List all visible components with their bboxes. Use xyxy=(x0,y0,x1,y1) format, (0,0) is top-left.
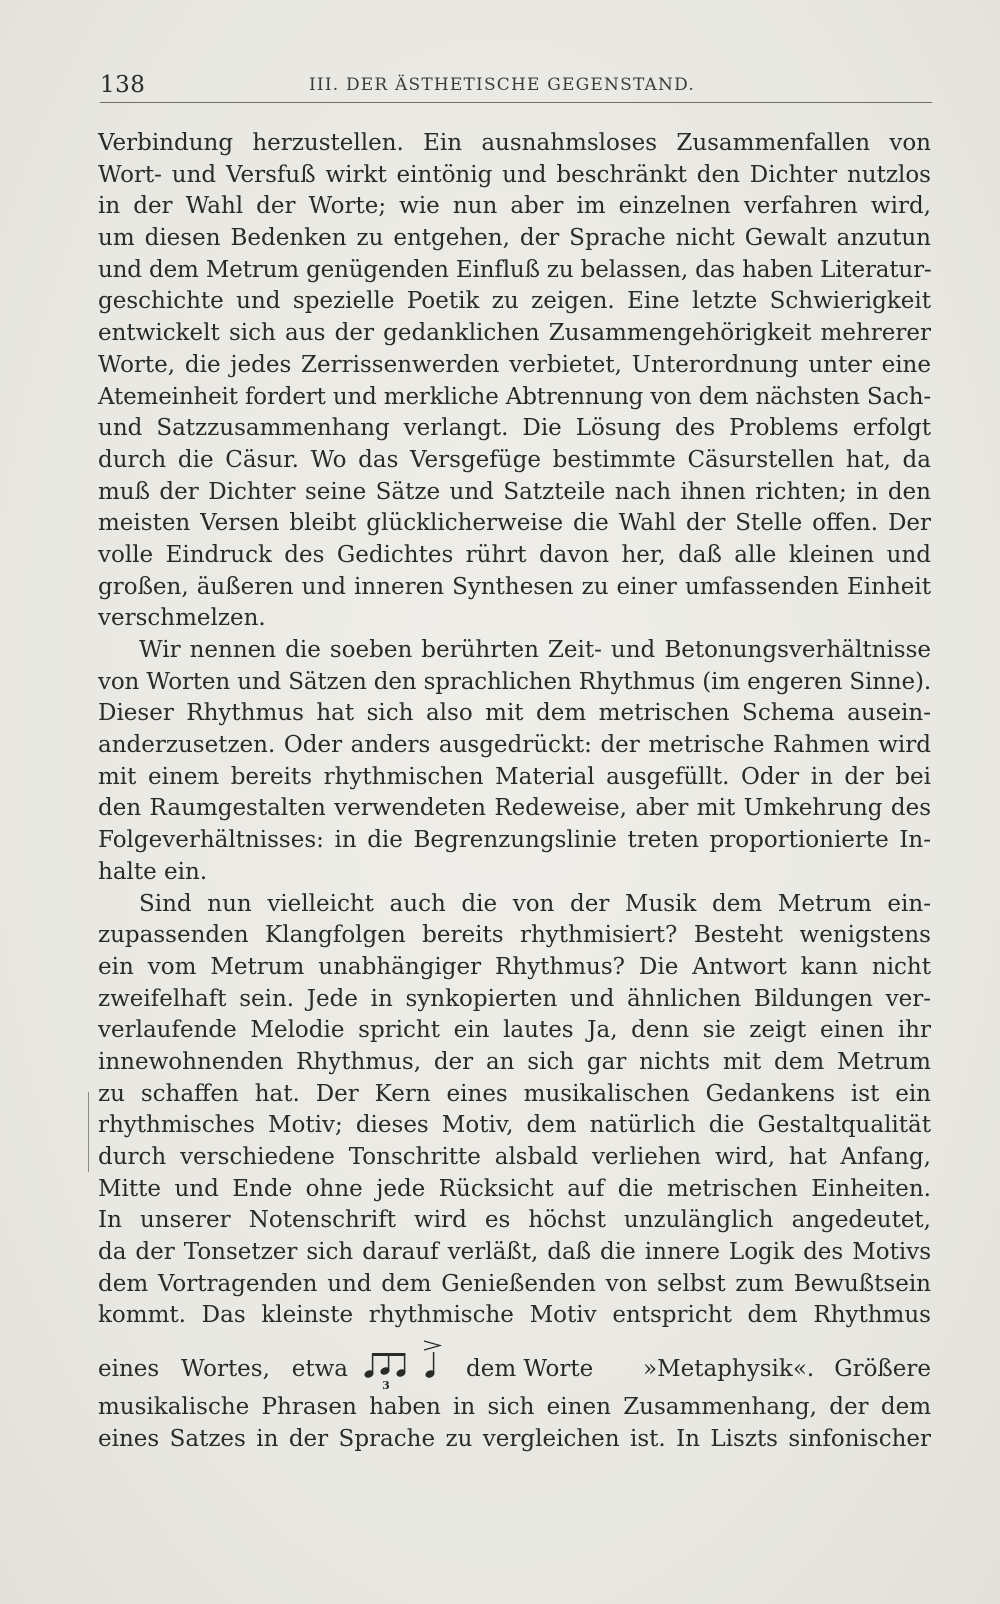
text-line: Worte, die jedes Zerrissenwerden verbietet, Unterordnung unter eine xyxy=(98,351,931,378)
text-line: und dem Metrum genügenden Einfluß zu belassen, das haben Literatur- xyxy=(98,256,932,283)
text-line: zu schaffen hat. Der Kern eines musikalischen Gedankens ist ein xyxy=(98,1080,931,1107)
rhythm-notation xyxy=(356,1338,456,1394)
text-line: musikalische Phrasen haben in sich einen Zusammenhang, der dem xyxy=(98,1394,931,1421)
text-line: Wir nennen die soeben berührten Zeit- und Betonungsverhältnisse xyxy=(139,637,931,663)
music-line-lead-text: eines Wortes, etwa xyxy=(98,1356,348,1383)
header-rule xyxy=(100,102,932,103)
text-line: eines Satzes in der Sprache zu vergleichen ist. In Liszts sinfonischer xyxy=(98,1425,931,1452)
text-line: da der Tonsetzer sich darauf verläßt, daß die innere Logik des Motivs xyxy=(98,1239,931,1266)
text-line: großen, äußeren und inneren Synthesen zu einer umfassenden Einheit xyxy=(98,573,931,600)
text-line: anderzusetzen. Oder anders ausgedrückt: der metrische Rahmen wird xyxy=(98,732,931,759)
text-line: In unserer Notenschrift wird es höchst unzulänglich angedeutet, xyxy=(98,1207,931,1234)
text-line: volle Eindruck des Gedichtes rührt davon her, daß alle kleinen und xyxy=(98,541,931,568)
chapter-heading: III. DER ÄSTHETISCHE GEGENSTAND. xyxy=(309,75,695,95)
text-line: muß der Dichter seine Sätze und Satzteile nach ihnen richten; in den xyxy=(98,478,931,505)
text-line: verschmelzen. xyxy=(98,605,266,632)
text-line: zweifelhaft sein. Jede in synkopierten und ähnlichen Bildungen ver- xyxy=(98,985,931,1012)
accent-mark xyxy=(424,1341,440,1350)
text-line: ein vom Metrum unabhängiger Rhythmus? Die Antwort kann nicht xyxy=(98,953,931,980)
body-text xyxy=(98,128,931,1456)
text-line: den Raumgestalten verwendeten Redeweise, aber mit Umkehrung des xyxy=(98,795,931,822)
text-line: mit einem bereits rhythmischen Material ausgefüllt. Oder in der bei xyxy=(98,763,931,790)
text-line: rhythmisches Motiv; dieses Motiv, dem natürlich die Gestaltqualität xyxy=(98,1112,931,1139)
text-line: halte ein. xyxy=(98,858,208,885)
text-line: innewohnenden Rhythmus, der an sich gar nichts mit dem Metrum xyxy=(98,1048,931,1075)
text-line: um diesen Bedenken zu entgehen, der Sprache nicht Gewalt anzutun xyxy=(98,225,931,252)
text-line: verlaufende Melodie spricht ein lautes Ja, denn sie zeigt einen ihr xyxy=(98,1017,931,1044)
text-line: Mitte und Ende ohne jede Rücksicht auf die metrischen Einheiten. xyxy=(98,1175,931,1202)
text-line: kommt. Das kleinste rhythmische Motiv entspricht dem Rhythmus xyxy=(98,1302,931,1329)
music-line-text: dem Worte xyxy=(466,1356,594,1383)
text-line: entwickelt sich aus der gedanklichen Zusammengehörigkeit mehrerer xyxy=(98,320,931,347)
text-line: in der Wahl der Worte; wie nun aber im einzelnen verfahren wird, xyxy=(98,193,931,220)
music-line-tail: Größere xyxy=(834,1356,931,1383)
triplet-number: 3 xyxy=(382,1379,390,1393)
text-line: durch verschiedene Tonschritte alsbald verliehen wird, hat Anfang, xyxy=(98,1144,931,1170)
text-line: Folgeverhältnisses: in die Begrenzungslinie treten proportionierte In- xyxy=(98,827,931,854)
margin-mark xyxy=(88,1092,89,1172)
text-line: Atemeinheit fordert und merkliche Abtrennung von dem nächsten Sach- xyxy=(98,383,931,410)
text-line: dem Vortragenden und dem Genießenden von selbst zum Bewußtsein xyxy=(98,1270,931,1297)
text-line: meisten Versen bleibt glücklicherweise die Wahl der Stelle offen. Der xyxy=(98,510,931,537)
text-line: von Worten und Sätzen den sprachlichen Rhythmus (im engeren Sinne). xyxy=(98,668,931,695)
text-line: durch die Cäsur. Wo das Versgefüge bestimmte Cäsurstellen hat, da xyxy=(98,446,931,473)
text-line: Wort- und Versfuß wirkt eintönig und beschränkt den Dichter nutzlos xyxy=(98,161,931,188)
text-line: zupassenden Klangfolgen bereits rhythmisiert? Besteht wenigstens xyxy=(98,922,931,949)
text-line: und Satzzusammenhang verlangt. Die Lösung des Problems erfolgt xyxy=(98,415,931,442)
text-line: Verbindung herzustellen. Ein ausnahmsloses Zusammenfallen von xyxy=(98,130,931,156)
text-line: Dieser Rhythmus hat sich also mit dem metrischen Schema ausein- xyxy=(98,700,931,727)
music-line-quote: »Metaphysik«. xyxy=(643,1356,815,1383)
music-example-line xyxy=(98,1332,931,1392)
page-number: 138 xyxy=(100,72,146,98)
running-head xyxy=(100,68,932,104)
text-line: geschichte und spezielle Poetik zu zeigen. Eine letzte Schwierigkeit xyxy=(98,288,931,315)
text-line: Sind nun vielleicht auch die von der Musik dem Metrum ein- xyxy=(139,890,931,917)
